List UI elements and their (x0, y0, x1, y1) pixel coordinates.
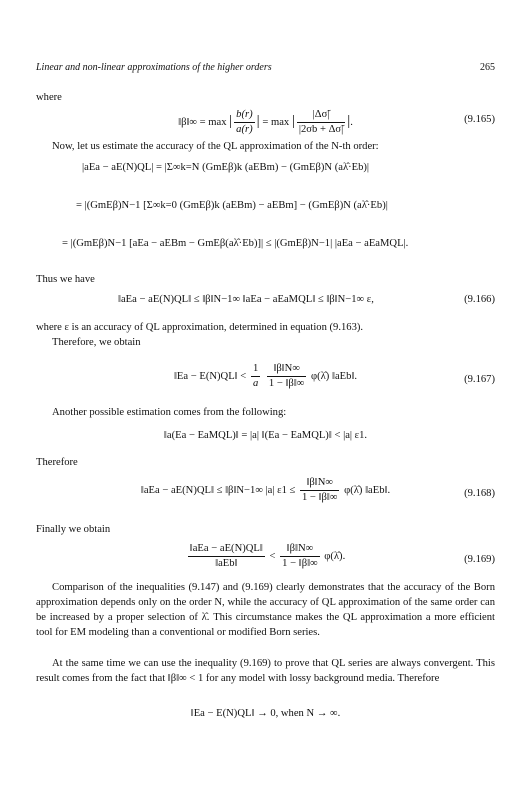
eq167-frac-1 (251, 362, 260, 391)
eq165-frac-b (234, 108, 254, 137)
eq167-lhs: ‖Ea − E(N)QL‖ < (173, 370, 247, 382)
eq165-lhs: ‖β‖∞ = max (178, 116, 227, 128)
eq-ql-line-1-text: |aEa − aE(N)QL| = |Σ∞k=N (GmEβ)k (aEBm) − (GmEβ)N (aλ̂·Eb)| (82, 162, 370, 173)
thus-we-have-text: Thus we have (36, 274, 95, 285)
eq165-d-top: |Δσ̃| (297, 108, 345, 123)
eq165-b-top: b(r) (234, 108, 254, 123)
eq-ql-line-3-text: = |(GmEβ)N−1 [aEa − aEBm − GmEβ(aλ̂·Eb)]| ≤ |(GmEβ)N−1| |aEa − aEaMQL|. (62, 238, 409, 249)
eq167-frac-2 (267, 362, 306, 391)
eq169-rhs: φ(λ̂). (324, 550, 346, 562)
where-epsilon-text: where ε is an accuracy of QL approximation, determined in equation (9.163). (36, 322, 364, 333)
equation-9-165: ‖β‖∞ = max | $\frac{b(r)}{a(r)}$ | = max | $\frac{|\Delta\sigmã|}{|2\sigma b + \Delta\sigmã|}$ |. (9.165) (178, 109, 495, 135)
equation-9-168 (36, 474, 495, 514)
eq169-f2-top: ‖β‖N∞ (280, 542, 319, 557)
eq-another-body: ‖a(Ea − EaMQL)‖ = |a| ‖(Ea − EaMQL)‖ < |a| ε1. (163, 430, 368, 441)
equation-9-169 (36, 540, 495, 580)
eq168-lhs: ‖aEa − aE(N)QL‖ ≤ ‖β‖N−1∞ |a| ε1 ≤ (140, 484, 296, 496)
eq168-frac (300, 476, 339, 505)
eq167-f2-top: ‖β‖N∞ (267, 362, 306, 377)
eq169-f2-bot: 1 − ‖β‖∞ (282, 558, 318, 569)
eq169-mid: < (269, 550, 276, 562)
eq169-number: (9.169) (464, 554, 495, 565)
eq165-d-bot: |2σb + Δσ̃| (298, 124, 344, 135)
eq166-body: ‖aEa − aE(N)QL‖ ≤ ‖β‖N−1∞ ‖aEa − aEaMQL‖ ≤ ‖β‖N−1∞ ε, (118, 294, 374, 305)
finally-text: Finally we obtain (36, 524, 111, 535)
eq169-f1-bot: ‖aEb‖ (215, 558, 238, 569)
therefore-obtain-text: Therefore, we obtain (52, 337, 141, 348)
eq-ql-line-2-text: = |(GmEβ)N−1 [Σ∞k=0 (GmEβ)k (aEBm) − aEBm] − (GmEβ)N (aλ̂·Eb)| (76, 200, 388, 211)
eq168-f-top: ‖β‖N∞ (300, 476, 339, 491)
eq167-number: (9.167) (464, 374, 495, 385)
eq165-b-bot: a(r) (236, 124, 253, 135)
comparison-paragraph: Comparison of the inequalities (9.147) and (9.169) clearly demonstrates that the accuracy of the Born approximation depends only on the order N, while the accuracy of QL approximation of the same order can be increased by a proper selection of λ̂. This circumstance makes the QL approximation a more efficient tool for EM modeling than a conventional or modified Born series. (36, 582, 495, 638)
eq169-frac-2 (280, 542, 319, 571)
eq169-frac-1 (188, 542, 265, 571)
page-number: 265 (480, 62, 495, 73)
running-title: Linear and non-linear approximations of the higher orders (36, 62, 272, 73)
equation-9-167 (36, 360, 495, 400)
eq167-f2-bot: 1 − ‖β‖∞ (268, 378, 305, 389)
eq167-f1-bot: a (252, 378, 259, 389)
eq167-f1-top: 1 (251, 362, 260, 377)
running-header (36, 62, 495, 73)
eq167-rhs: φ(λ̂) ‖aEb‖. (311, 370, 358, 382)
eq169-f1-top: ‖aEa − aE(N)QL‖ (188, 542, 265, 557)
eq165-frac-delta (297, 108, 345, 137)
where-text: where (36, 92, 62, 103)
eq166-number: (9.166) (464, 294, 495, 305)
another-estimation-text: Another possible estimation comes from the following: (52, 407, 287, 418)
same-time-paragraph: At the same time we can use the inequality (9.169) to prove that QL series are always convergent. This result comes from the fact that ‖β‖∞ < 1 for any model with lossy background media. Therefore (36, 658, 495, 684)
eq168-number: (9.168) (464, 488, 495, 499)
now-estimate-text: Now, let us estimate the accuracy of the QL approximation of the N-th order: (52, 141, 379, 152)
therefore-text: Therefore (36, 457, 78, 468)
eq-final-body: ‖Ea − E(N)QL‖ → 0, when N → ∞. (190, 708, 341, 719)
eq168-f-bot: 1 − ‖β‖∞ (301, 492, 338, 503)
eq168-rhs: φ(λ̂) ‖aEb‖. (344, 484, 391, 496)
eq165-number: (9.165) (464, 114, 495, 125)
eq165-mid: = max (262, 116, 290, 128)
